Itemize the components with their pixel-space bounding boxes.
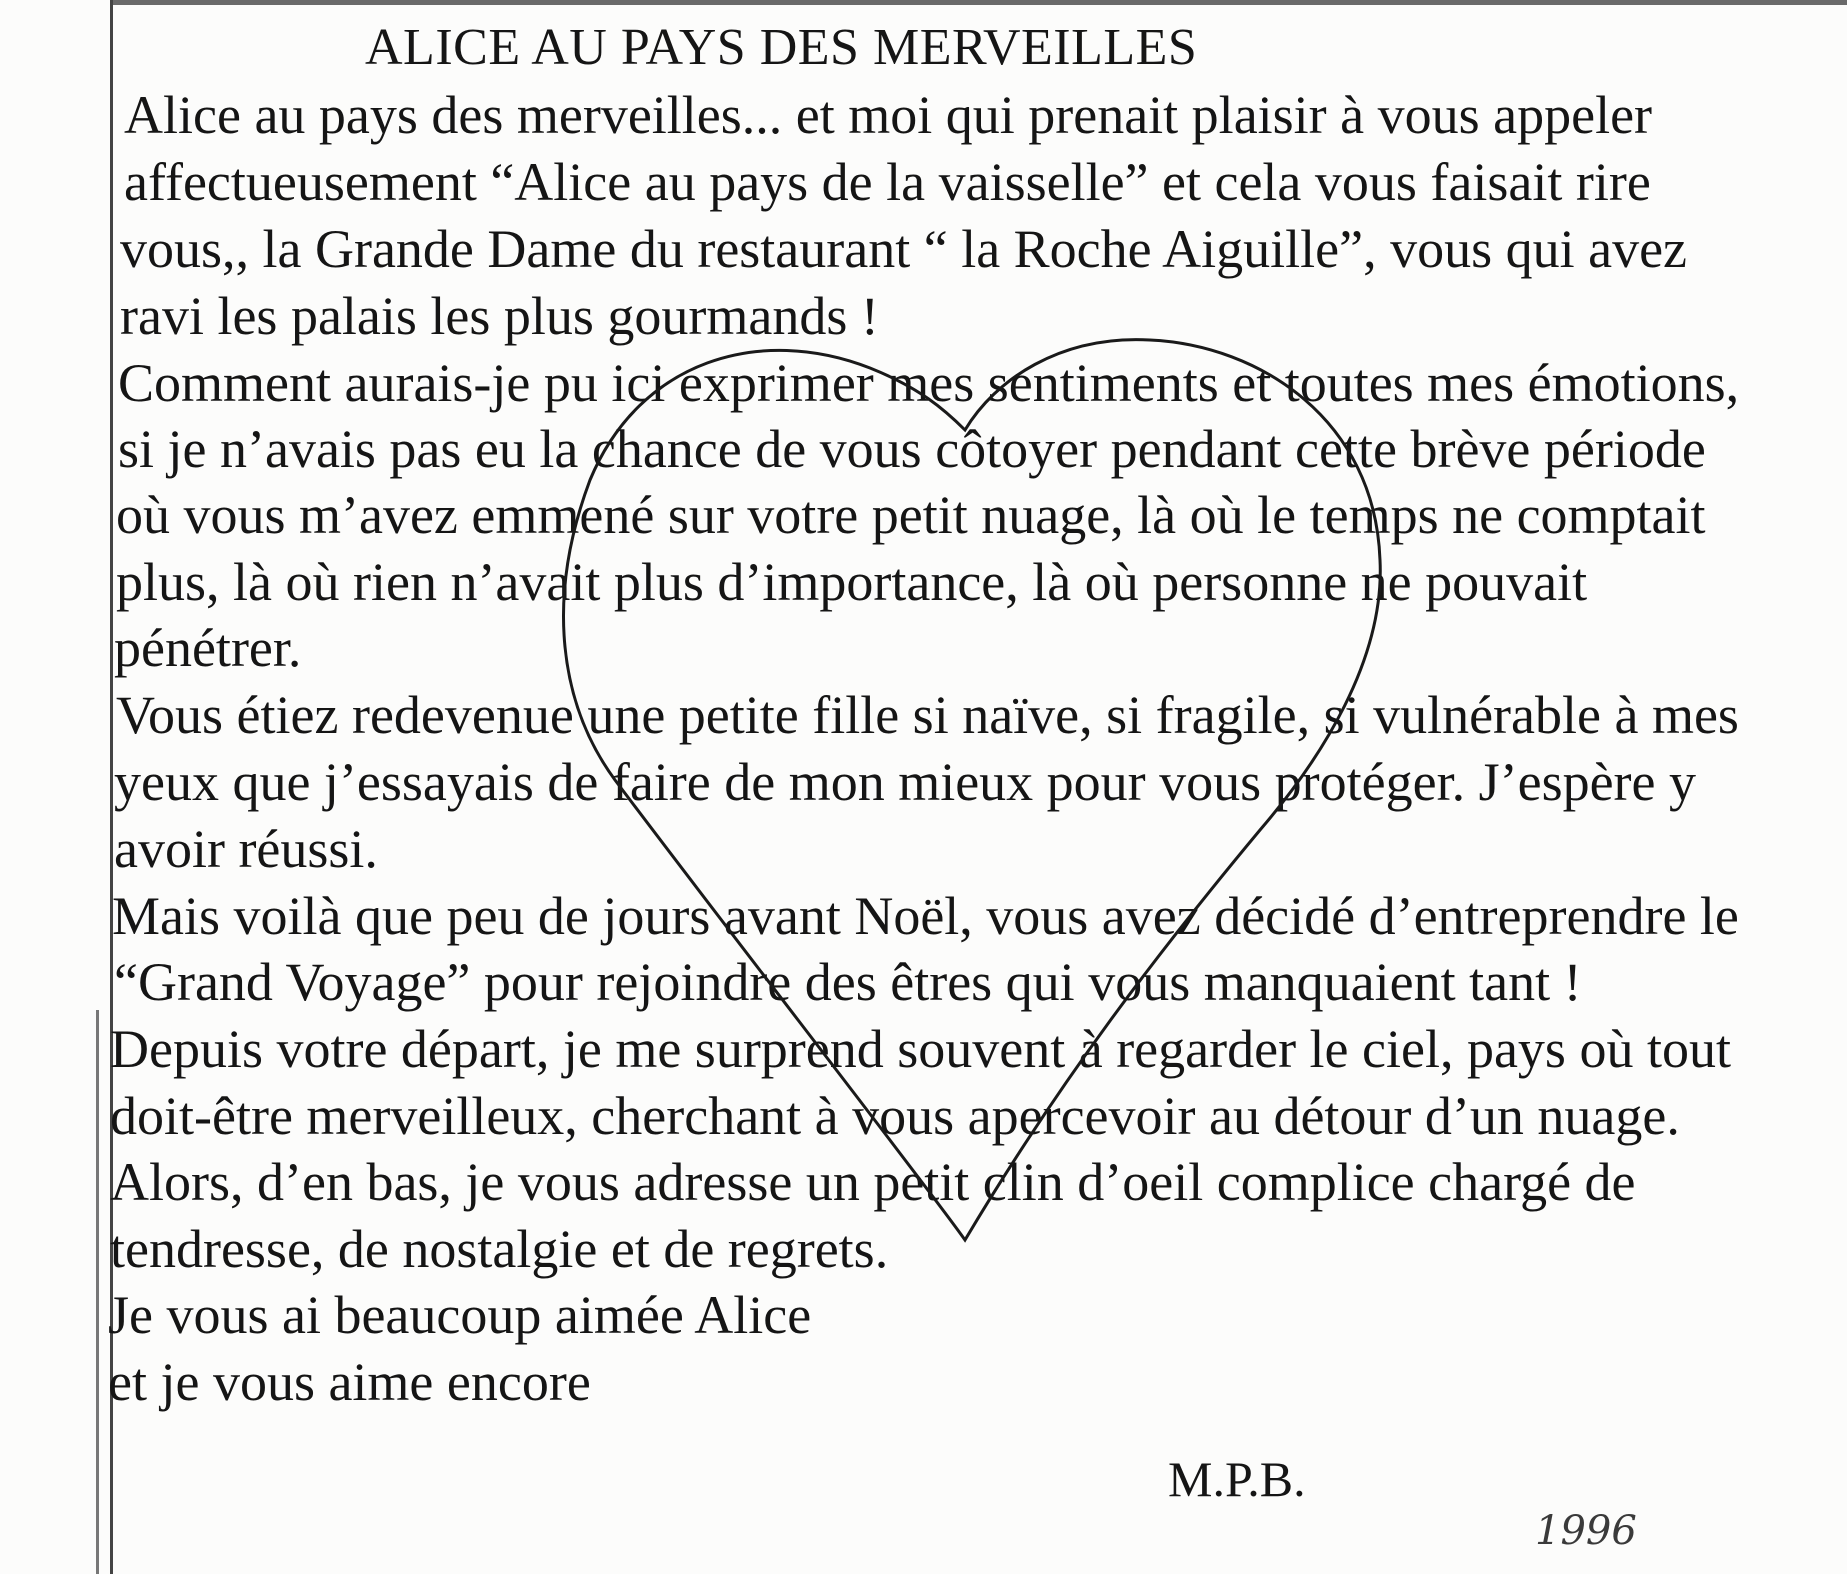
poem-line: Mais voilà que peu de jours avant Noël, vous avez décidé d’entreprendre le — [112, 886, 1739, 946]
poem-line: tendresse, de nostalgie et de regrets. — [110, 1219, 889, 1279]
poem-line: si je n’avais pas eu la chance de vous côtoyer pendant cette brève période — [118, 419, 1706, 479]
poem-line: Comment aurais-je pu ici exprimer mes sentiments et toutes mes émotions, — [118, 353, 1740, 413]
signature: M.P.B. — [1168, 1451, 1306, 1507]
poem-line: affectueusement “Alice au pays de la vaisselle” et cela vous faisait rire — [124, 152, 1651, 212]
poem-line: vous,, la Grande Dame du restaurant “ la Roche Aiguille”, vous qui avez — [120, 219, 1688, 279]
poem-title: ALICE AU PAYS DES MERVEILLES — [365, 19, 1198, 76]
poem-line: Depuis votre départ, je me surprend souvent à regarder le ciel, pays où tout — [110, 1019, 1731, 1079]
poem-line: avoir réussi. — [114, 819, 378, 879]
poem-line: et je vous aime encore — [108, 1352, 591, 1412]
left-margin-mark — [96, 1010, 99, 1574]
poem-line: pénétrer. — [114, 618, 302, 678]
poem-line: Vous étiez redevenue une petite fille si naïve, si fragile, si vulnérable à mes — [116, 685, 1739, 745]
poem-line: où vous m’avez emmené sur votre petit nuage, là où le temps ne comptait — [116, 485, 1706, 545]
poem-line: Je vous ai beaucoup aimée Alice — [108, 1285, 812, 1345]
poem-line: yeux que j’essayais de faire de mon mieux pour vous protéger. J’espère y — [114, 752, 1697, 812]
poem-line: doit-être merveilleux, cherchant à vous apercevoir au détour d’un nuage. — [110, 1086, 1680, 1146]
poem-line: Alors, d’en bas, je vous adresse un petit clin d’oeil complice chargé de — [110, 1152, 1636, 1212]
poem-line: ravi les palais les plus gourmands ! — [120, 286, 879, 346]
poem-line: plus, là où rien n’avait plus d’importance, là où personne ne pouvait — [116, 552, 1588, 612]
handwritten-year: 1996 — [1535, 1508, 1637, 1554]
poem-line: Alice au pays des merveilles... et moi qui prenait plaisir à vous appeler — [124, 85, 1653, 145]
top-border-line — [112, 0, 1847, 5]
poem-line: “Grand Voyage” pour rejoindre des êtres qui vous manquaient tant ! — [114, 952, 1582, 1012]
